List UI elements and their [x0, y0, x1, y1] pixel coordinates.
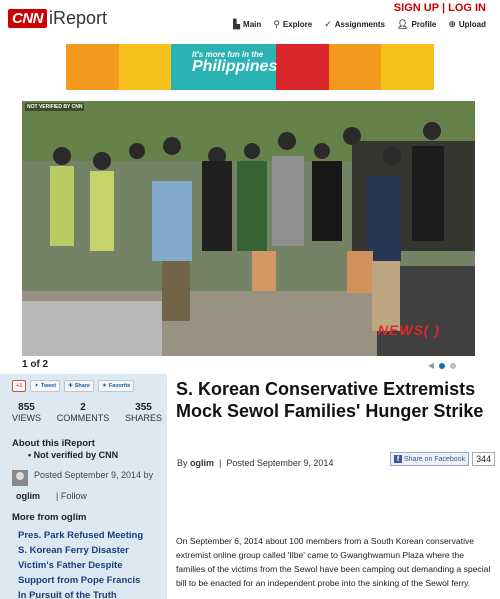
cnn-logo: CNN	[8, 9, 47, 28]
gallery-dot[interactable]	[450, 363, 456, 369]
byline-date: Posted September 9, 2014	[226, 458, 334, 468]
prev-arrow-icon[interactable]: ◀	[428, 361, 435, 370]
nav-explore-label: Explore	[282, 20, 313, 29]
main-nav	[233, 19, 486, 30]
banner-ad[interactable]	[66, 44, 434, 90]
auth-links	[394, 2, 486, 14]
byline-author[interactable]: oglim	[190, 458, 215, 468]
banner-segment	[119, 44, 172, 90]
article-body: On September 6, 2014 about 100 members from a South Korean conservative extremist online group called 'Ilbe' came to Gwanghwamun Plaza where the families of the victims from the Sewol have been camping out demanding a special bill to be enacted for an independent probe into the sinking of the Sewol ferry.	[176, 536, 491, 588]
nav-main-label: Main	[243, 20, 262, 29]
facebook-share-count: 344	[472, 452, 495, 466]
banner-segment	[66, 44, 119, 90]
verification-status: • Not verified by CNN	[28, 450, 119, 460]
banner-text	[192, 50, 342, 75]
article-title: S. Korean Conservative Extremists Mock Sewol Families' Hunger Strike	[176, 379, 484, 421]
nav-upload-label: Upload	[458, 20, 486, 29]
shares-stat	[125, 402, 162, 423]
ireport-wordmark: iReport	[49, 8, 108, 28]
follow-link[interactable]: | Follow	[56, 491, 87, 501]
comments-stat[interactable]	[57, 402, 110, 423]
views-label: VIEWS	[12, 413, 42, 423]
more-item-link[interactable]: S. Korean Ferry Disaster	[18, 545, 129, 556]
star-icon: ★	[101, 383, 107, 389]
nav-explore[interactable]	[273, 19, 312, 30]
more-item-link[interactable]: Support from Pope Francis	[18, 575, 141, 586]
upload-icon: ⊕	[448, 19, 456, 29]
news-watermark: NEWS( )	[377, 322, 440, 338]
shares-label: SHARES	[124, 413, 162, 423]
byline-by: By	[177, 458, 188, 468]
comments-count: 2	[80, 402, 86, 413]
facebook-share-button[interactable]	[390, 452, 469, 466]
nav-main[interactable]	[233, 19, 261, 30]
about-heading: About this iReport	[12, 438, 95, 449]
author-link[interactable]: oglim	[16, 491, 40, 501]
facebook-share	[390, 452, 495, 466]
more-from-heading: More from oglim	[12, 512, 87, 523]
nav-profile-label: Profile	[411, 20, 437, 29]
auth-separator: |	[442, 2, 446, 14]
share-label: Share	[74, 383, 90, 389]
more-item-link[interactable]: In Pursuit of the Truth	[18, 590, 117, 599]
share-button[interactable]	[64, 380, 94, 392]
tweet-button[interactable]	[30, 380, 60, 392]
facebook-share-label: Share on Facebook	[404, 455, 466, 463]
left-sidebar	[0, 374, 167, 599]
shares-count: 355	[135, 402, 152, 413]
building-icon: ▙	[233, 19, 241, 29]
author-box	[12, 470, 162, 506]
share-icon: ✚	[68, 383, 73, 389]
stats-row	[12, 402, 162, 423]
nav-assignments[interactable]	[324, 19, 385, 30]
favorite-button[interactable]	[98, 380, 134, 392]
signup-link[interactable]: SIGN UP	[393, 2, 440, 14]
more-item-link[interactable]: Victim's Father Despite	[18, 560, 123, 571]
more-item-link[interactable]: Pres. Park Refused Meeting	[18, 530, 144, 541]
facebook-icon: f	[394, 455, 402, 463]
tweet-label: Tweet	[40, 383, 57, 389]
posted-date: Posted September 9, 2014 by	[34, 470, 154, 480]
gallery-photo[interactable]	[22, 101, 475, 356]
search-icon: ⚲	[273, 19, 280, 29]
login-link[interactable]: LOG IN	[448, 2, 486, 14]
person-icon: 👤︎	[397, 19, 409, 29]
site-header	[0, 0, 500, 40]
checkmark-icon: ✓	[324, 19, 332, 29]
google-plus-button[interactable]	[12, 380, 26, 392]
banner-segment	[381, 44, 434, 90]
banner-tagline: It's more fun in the	[192, 50, 264, 59]
cnn-ireport-logo[interactable]	[8, 8, 107, 29]
avatar[interactable]	[12, 470, 28, 486]
views-count: 855	[18, 402, 35, 413]
nav-profile[interactable]	[397, 19, 436, 30]
follow-label: Follow	[60, 491, 87, 501]
gplus-label: +1	[16, 383, 23, 389]
article-byline: By oglim | Posted September 9, 2014	[177, 458, 334, 468]
banner-headline: Philippines	[192, 58, 278, 75]
gallery-dot-active[interactable]	[439, 363, 445, 369]
twitter-bird-icon: ✦	[34, 383, 39, 389]
views-stat	[12, 402, 41, 423]
nav-upload[interactable]	[448, 19, 486, 30]
verification-text: Not verified by CNN	[33, 450, 119, 460]
nav-assignments-label: Assignments	[334, 20, 385, 29]
comments-label: COMMENTS	[56, 413, 110, 423]
not-verified-tag: NOT VERIFIED BY CNN	[27, 104, 83, 110]
crowd-photo-illustration	[22, 101, 475, 356]
gallery-dots	[428, 361, 456, 370]
share-buttons	[12, 380, 134, 392]
more-from-list	[18, 530, 166, 599]
favorite-label: Favorite	[108, 383, 131, 389]
gallery-pager: 1 of 2	[22, 359, 49, 370]
